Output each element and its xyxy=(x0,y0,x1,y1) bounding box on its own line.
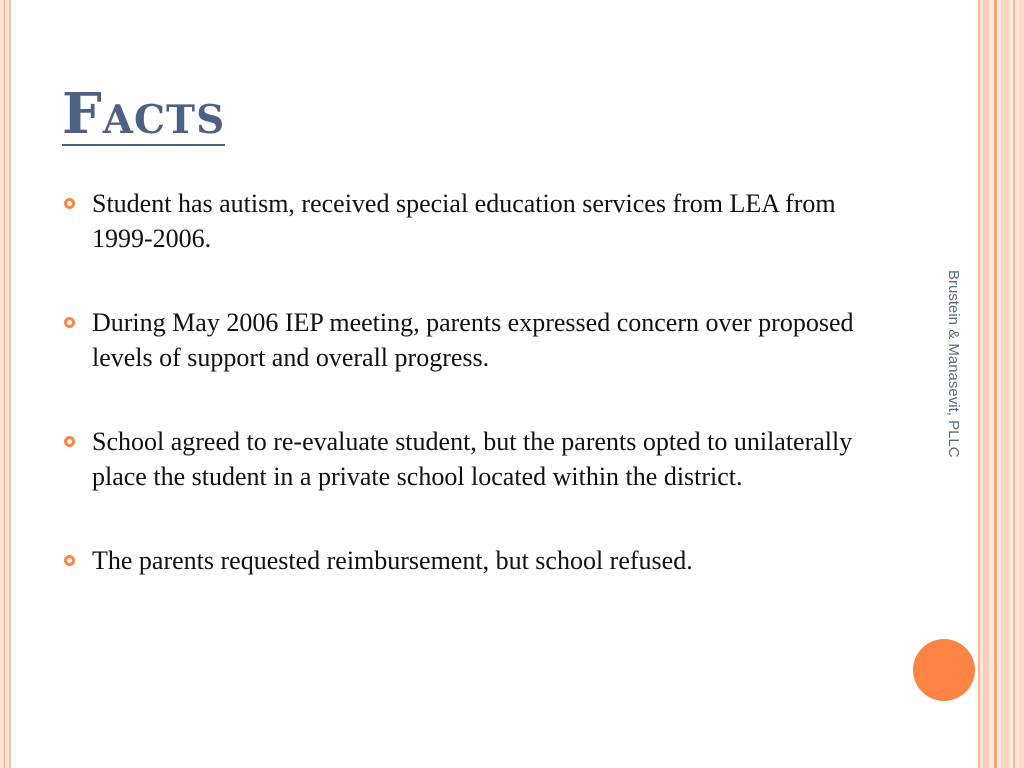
decorative-circle-icon xyxy=(913,639,975,701)
right-stripe xyxy=(983,0,989,768)
bullet-ring-icon xyxy=(64,198,75,209)
bullet-item xyxy=(64,305,874,375)
vertical-firm-label: Brustein & Manasevit, PLLC xyxy=(945,270,962,458)
bullet-text: Student has autism, received special education services from LEA from 1999-2006. xyxy=(92,189,836,253)
bullet-text: During May 2006 IEP meeting, parents expressed concern over proposed levels of support and overall progress. xyxy=(92,308,854,372)
bullet-text: The parents requested reimbursement, but school refused. xyxy=(92,546,693,575)
bullet-ring-icon xyxy=(64,317,75,328)
right-stripe xyxy=(978,0,980,768)
bullet-ring-icon xyxy=(64,555,75,566)
right-stripe xyxy=(1013,0,1015,768)
right-stripe xyxy=(1019,0,1024,768)
bullet-ring-icon xyxy=(64,436,75,447)
bullet-item xyxy=(64,186,874,256)
right-stripe xyxy=(1001,0,1009,768)
bullet-item xyxy=(64,424,874,494)
left-border-stripe xyxy=(0,0,11,768)
bullet-item xyxy=(64,543,874,578)
bullet-list xyxy=(64,186,874,627)
bullet-text: School agreed to re-evaluate student, but the parents opted to unilaterally place the student in a private school located within the district. xyxy=(92,427,853,491)
right-stripe xyxy=(994,0,997,768)
slide-title: Facts xyxy=(62,81,226,147)
